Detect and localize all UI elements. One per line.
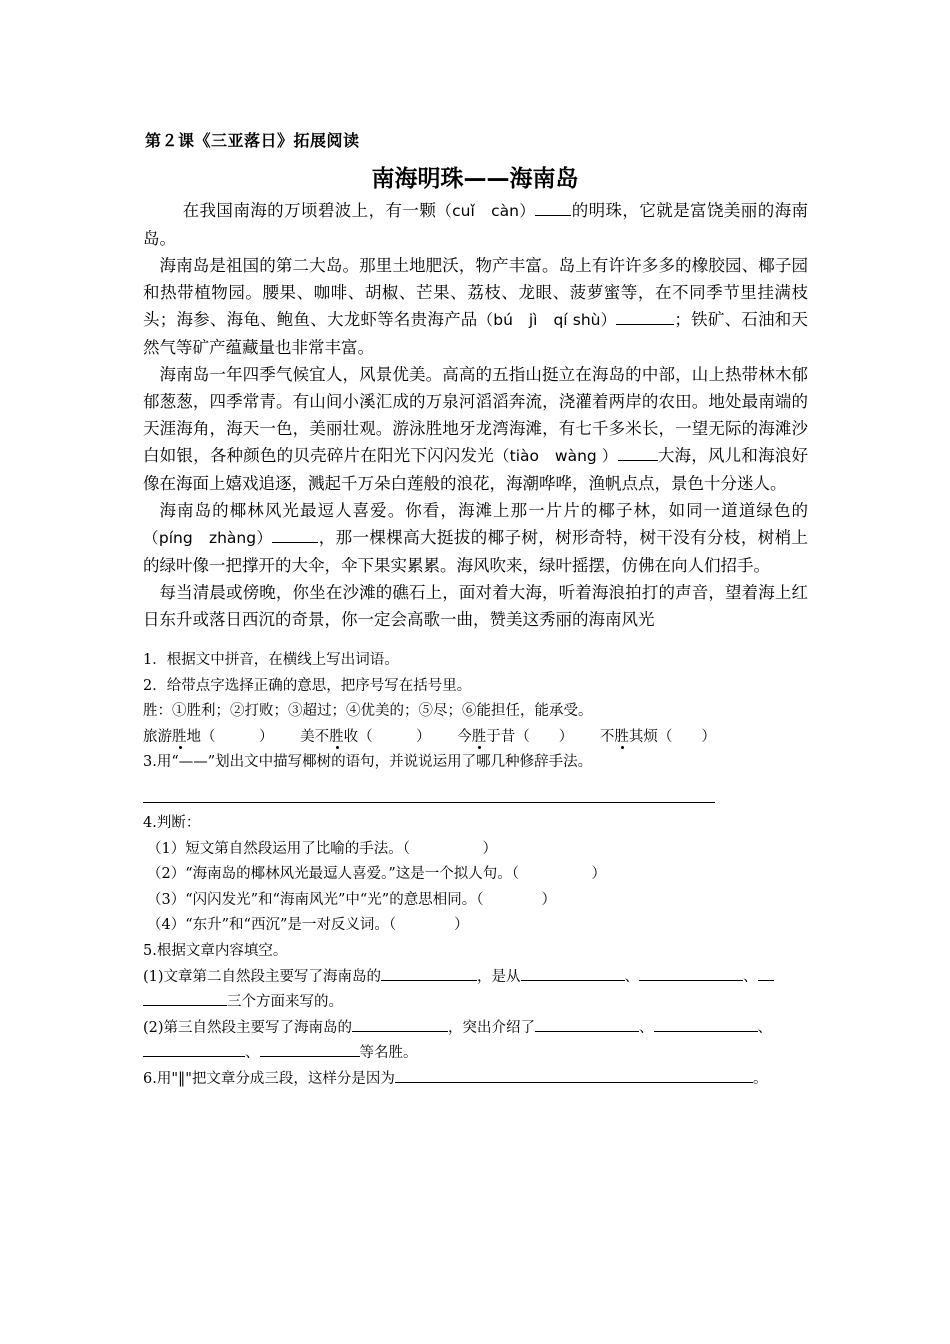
questions-section	[143, 648, 815, 1093]
question-4-item-2[interactable]: （2）“海南岛的椰林风光最逗人喜爱。”这是一个拟人句。（ ）	[147, 866, 607, 883]
question-4-item-4[interactable]: （4）“东升”和“西沉”是一对反义词。（ ）	[147, 917, 469, 934]
fill-blank[interactable]	[143, 1041, 245, 1057]
paragraph-5: 每当清晨或傍晚，你坐在沙滩的礁石上，面对着大海，听着海浪拍打的声音，望着海上红日东升或落日西沉的奇景，你一定会高歌一曲，赞美这秀丽的海南风光	[143, 583, 808, 629]
dotted-char: 胜	[329, 728, 344, 745]
q6-text: 6.用"‖"把文章分成三段，这样分是因为	[143, 1070, 395, 1087]
fill-blank[interactable]	[381, 965, 477, 981]
question-5-2	[143, 1016, 815, 1042]
q2-item-paren: 其烦（ ）	[628, 728, 716, 745]
answer-line[interactable]	[143, 776, 715, 803]
question-6	[143, 1067, 815, 1093]
separator: 、	[757, 1019, 773, 1036]
paragraph-text: ，那一棵棵高大挺拔的椰子树，树形奇特，树干没有分枝，树梢上的绿叶像一把撑开的大伞，伞下果实累累。海风吹来，绿叶摇摆，仿佛在向人们招手。	[143, 528, 809, 575]
q5-text: (2)第三自然段主要写了海南岛的	[143, 1019, 353, 1036]
question-3: 3.用“——”划出文中描写椰树的语句，并说说运用了哪几种修辞手法。	[143, 754, 593, 771]
fill-blank[interactable]	[535, 1016, 639, 1032]
q5-text: 等名胜。	[359, 1045, 418, 1062]
q6-end: 。	[752, 1070, 768, 1087]
article-title: 南海明珠——海南岛	[371, 166, 579, 192]
fill-blank[interactable]	[260, 1041, 360, 1057]
paragraph-text: 海南岛一年四季气候宜人，风景优美。高高的五指山挺立在海岛的中部，山上热带林木郁郁葱葱，四季常青。有山间小溪汇成的万泉河滔滔奔流，浇灌着两岸的农田。地处最南端的天涯海角，海天一色，美丽壮观。游泳胜地牙龙湾海滩，有七千多米长，一望无际的海滩沙白如银，各种颜色的贝壳碎片在阳光下闪闪发光	[143, 365, 808, 465]
paragraph-2	[143, 252, 808, 361]
question-4: 4.判断：	[143, 814, 201, 831]
question-4-item-3[interactable]: （3）“闪闪发光”和“海南风光”中“光”的意思相同。（ ）	[147, 891, 556, 908]
question-5: 5.根据文章内容填空。	[143, 942, 288, 959]
q2-item[interactable]	[300, 729, 431, 745]
paragraph-text: 大海，风儿和海浪好像在海面上嬉戏追逐，溅起千万朵白莲般的浪花，海潮哗哗，渔帆点点，景色十分迷人。	[143, 446, 809, 493]
q2-item-text: 今	[457, 728, 472, 745]
fill-blank[interactable]	[654, 1016, 758, 1032]
q5-text: 三个方面来写的。	[227, 994, 343, 1011]
answer-blank[interactable]	[618, 444, 658, 461]
question-5-2-cont	[143, 1041, 815, 1067]
dotted-char: 胜	[614, 728, 629, 745]
fill-blank[interactable]	[143, 990, 227, 1006]
q5-text: (1)文章第二自然段主要写了海南岛的	[143, 968, 382, 985]
paragraph-1	[143, 197, 808, 252]
article-body	[143, 197, 808, 633]
q2-item[interactable]	[600, 729, 716, 745]
paragraph-text: 在我国南海的万顷碧波上，有一颗	[182, 201, 437, 220]
q2-item-text: 不	[599, 728, 615, 745]
pinyin-hint: （cuǐ càn）	[436, 202, 536, 220]
q2-item[interactable]	[143, 729, 274, 745]
question-2-options: 胜：①胜利；②打败；③超过；④优美的；⑤尽；⑥能担任，能承受。	[143, 703, 593, 720]
question-1: 1．根据文中拼音，在横线上写出词语。	[143, 652, 399, 668]
question-2: 2．给带点字选择正确的意思，把序号写在括号里。	[143, 677, 472, 694]
fill-blank[interactable]	[352, 1016, 448, 1032]
pinyin-hint: （tiào wàng ）	[493, 447, 618, 465]
separator: 、	[639, 1019, 654, 1036]
paragraph-3	[143, 361, 808, 497]
q2-item-text: 美不	[300, 728, 330, 745]
separator: 、	[743, 968, 758, 985]
question-5-1	[143, 965, 815, 991]
dotted-char: 胜	[471, 728, 487, 745]
question-5-1-cont	[143, 990, 815, 1016]
paragraph-4	[143, 497, 808, 579]
dotted-char: 胜	[172, 728, 187, 745]
pinyin-hint: （píng zhàng）	[143, 529, 273, 547]
q2-item-paren: 地（ ）	[186, 728, 274, 745]
question-4-item-1[interactable]: （1）短文第自然段运用了比喻的手法。（ ）	[147, 840, 497, 857]
paragraph-text: ；铁矿、石油和天然气等矿产蕴藏量也非常丰富。	[143, 310, 809, 357]
fill-blank[interactable]	[521, 965, 625, 981]
paragraph-text: 海南岛的椰林风光最逗人喜爱。你看，海滩上那一片片的椰子林，如同一道道绿色的	[159, 501, 808, 520]
q2-item[interactable]	[457, 729, 573, 745]
fill-blank[interactable]	[758, 965, 774, 981]
q2-item-text: 旅游	[143, 728, 172, 745]
separator: 、	[624, 968, 640, 985]
pinyin-hint: （bú jì qí shù）	[477, 311, 617, 329]
q2-item-paren: 收（ ）	[343, 728, 431, 745]
question-2-items	[143, 725, 815, 751]
answer-blank[interactable]	[272, 526, 318, 543]
q5-text: ，突出介绍了	[448, 1019, 536, 1036]
q5-text: ，是从	[477, 968, 521, 985]
answer-blank[interactable]	[535, 199, 571, 216]
answer-blank[interactable]	[616, 308, 674, 325]
paragraph-text: 的明珠，它就是富饶美丽的海南岛。	[143, 201, 809, 248]
paragraph-text: 海南岛是祖国的第二大岛。那里土地肥沃，物产丰富。岛上有许许多多的橡胶园、椰子园和热带植物园。腰果、咖啡、胡椒、芒果、荔枝、龙眼、菠萝蜜等，在不同季节里挂满枝头；海参、海龟、鲍鱼、大龙虾等名贵海产品	[143, 256, 808, 329]
fill-blank[interactable]	[395, 1067, 753, 1083]
lesson-heading: 第２课《三亚落日》拓展阅读	[145, 131, 360, 150]
fill-blank[interactable]	[639, 965, 743, 981]
separator: 、	[245, 1045, 260, 1062]
q2-item-paren: 于昔（ ）	[486, 728, 574, 745]
